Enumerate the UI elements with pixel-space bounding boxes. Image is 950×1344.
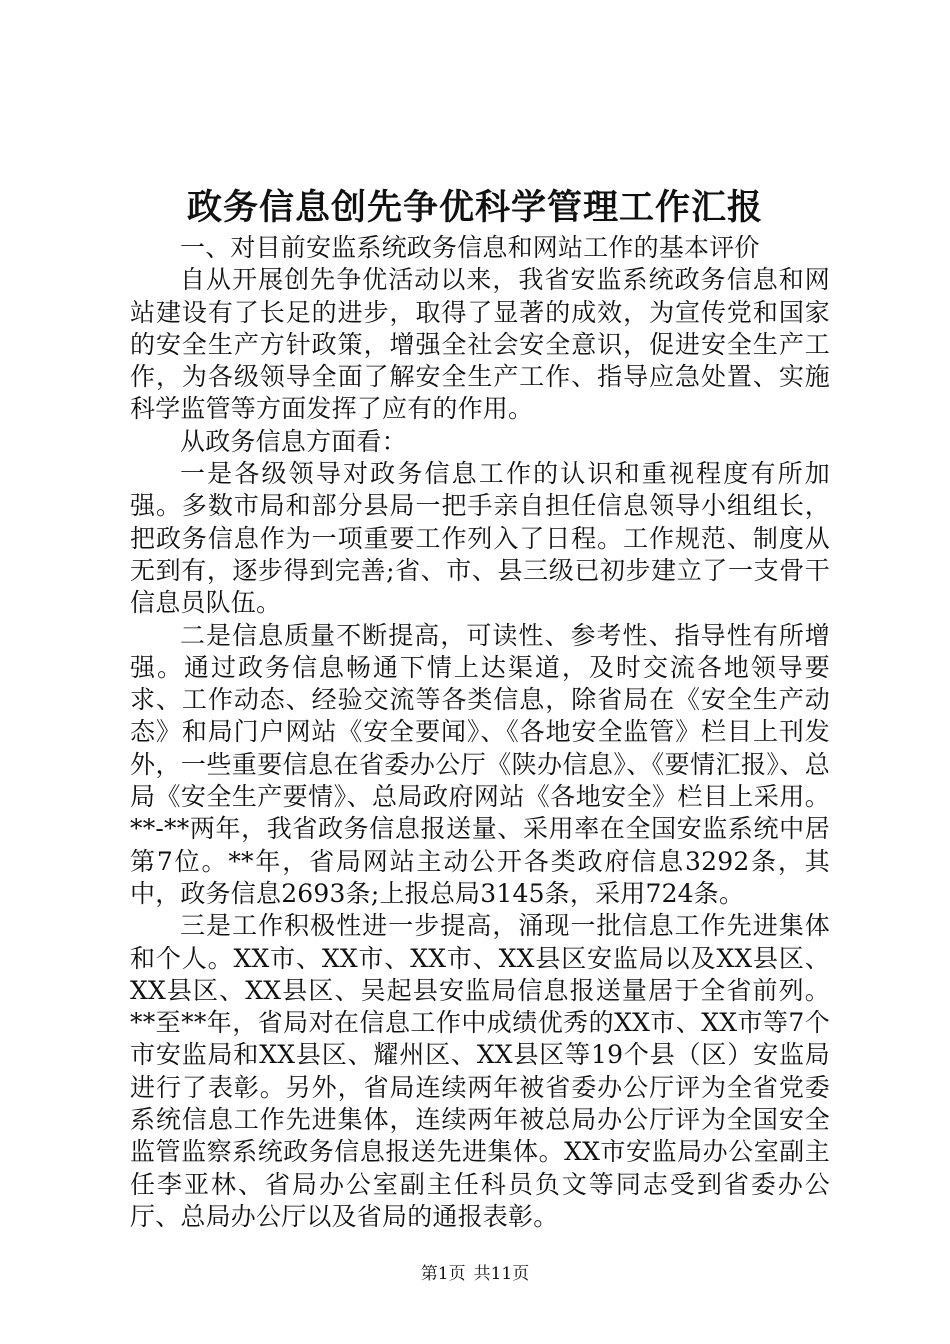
body-paragraph: 从政务信息方面看： (180, 426, 407, 456)
document-body (130, 232, 830, 1233)
body-paragraph: 二是信息质量不断提高，可读性、参考性、指导性有所增强。通过政务信息畅通下情上达渠道，及时交流各地领导要求、工作动态、经验交流等各类信息，除省局在《安全生产动态》和局门户网站《安全要闻》、《各地安全监管》栏目上刊发外，一些重要信息在省委办公厅《陕办信息》、《要情汇报》、总局《安全生产要情》、总局政府网站《各地安全》栏目上采用。**-**两年，我省政务信息报送量、采用率在全国安监系统中居第7位。**年，省局网站主动公开各类政府信息3292条，其中，政务信息2693条;上报总局3145条，采用724条。 (130, 620, 830, 908)
body-paragraph: 一是各级领导对政务信息工作的认识和重视程度有所加强。多数市局和部分县局一把手亲自担任信息领导小组组长，把政务信息作为一项重要工作列入了日程。工作规范、制度从无到有，逐步得到完善;省、市、县三级已初步建立了一支骨干信息员队伍。 (130, 459, 830, 618)
page-total: 共11页 (473, 1264, 530, 1284)
document-title: 政务信息创先争优科学管理工作汇报 (186, 187, 763, 228)
body-paragraph: 三是工作积极性进一步提高，涌现一批信息工作先进集体和个人。XX市、XX市、XX市、XX县区安监局以及XX县区、XX县区、XX县区、吴起县安监局信息报送量居于全省前列。**至**年，省局对在信息工作中成绩优秀的XX市、XX市等7个市安监局和XX县区、耀州区、XX县区等19个县（区）安监局进行了表彰。另外，省局连续两年被省委办公厅评为全省党委系统信息工作先进集体，连续两年被总局办公厅评为全国安全监管监察系统政务信息报送先进集体。XX市安监局办公室副主任李亚林、省局办公室副主任科员负文等同志受到省委办公厅、总局办公厅以及省局的通报表彰。 (130, 911, 830, 1231)
page-footer (0, 1262, 950, 1286)
section-heading: 一、对目前安监系统政务信息和网站工作的基本评价 (180, 233, 760, 262)
page-number: 第1页 (420, 1264, 466, 1284)
body-paragraph: 自从开展创先争优活动以来，我省安监系统政务信息和网站建设有了长足的进步，取得了显著的成效，为宣传党和国家的安全生产方针政策，增强全社会安全意识，促进安全生产工作，为各级领导全面了解安全生产工作、指导应急处置、实施科学监管等方面发挥了应有的作用。 (130, 265, 830, 424)
